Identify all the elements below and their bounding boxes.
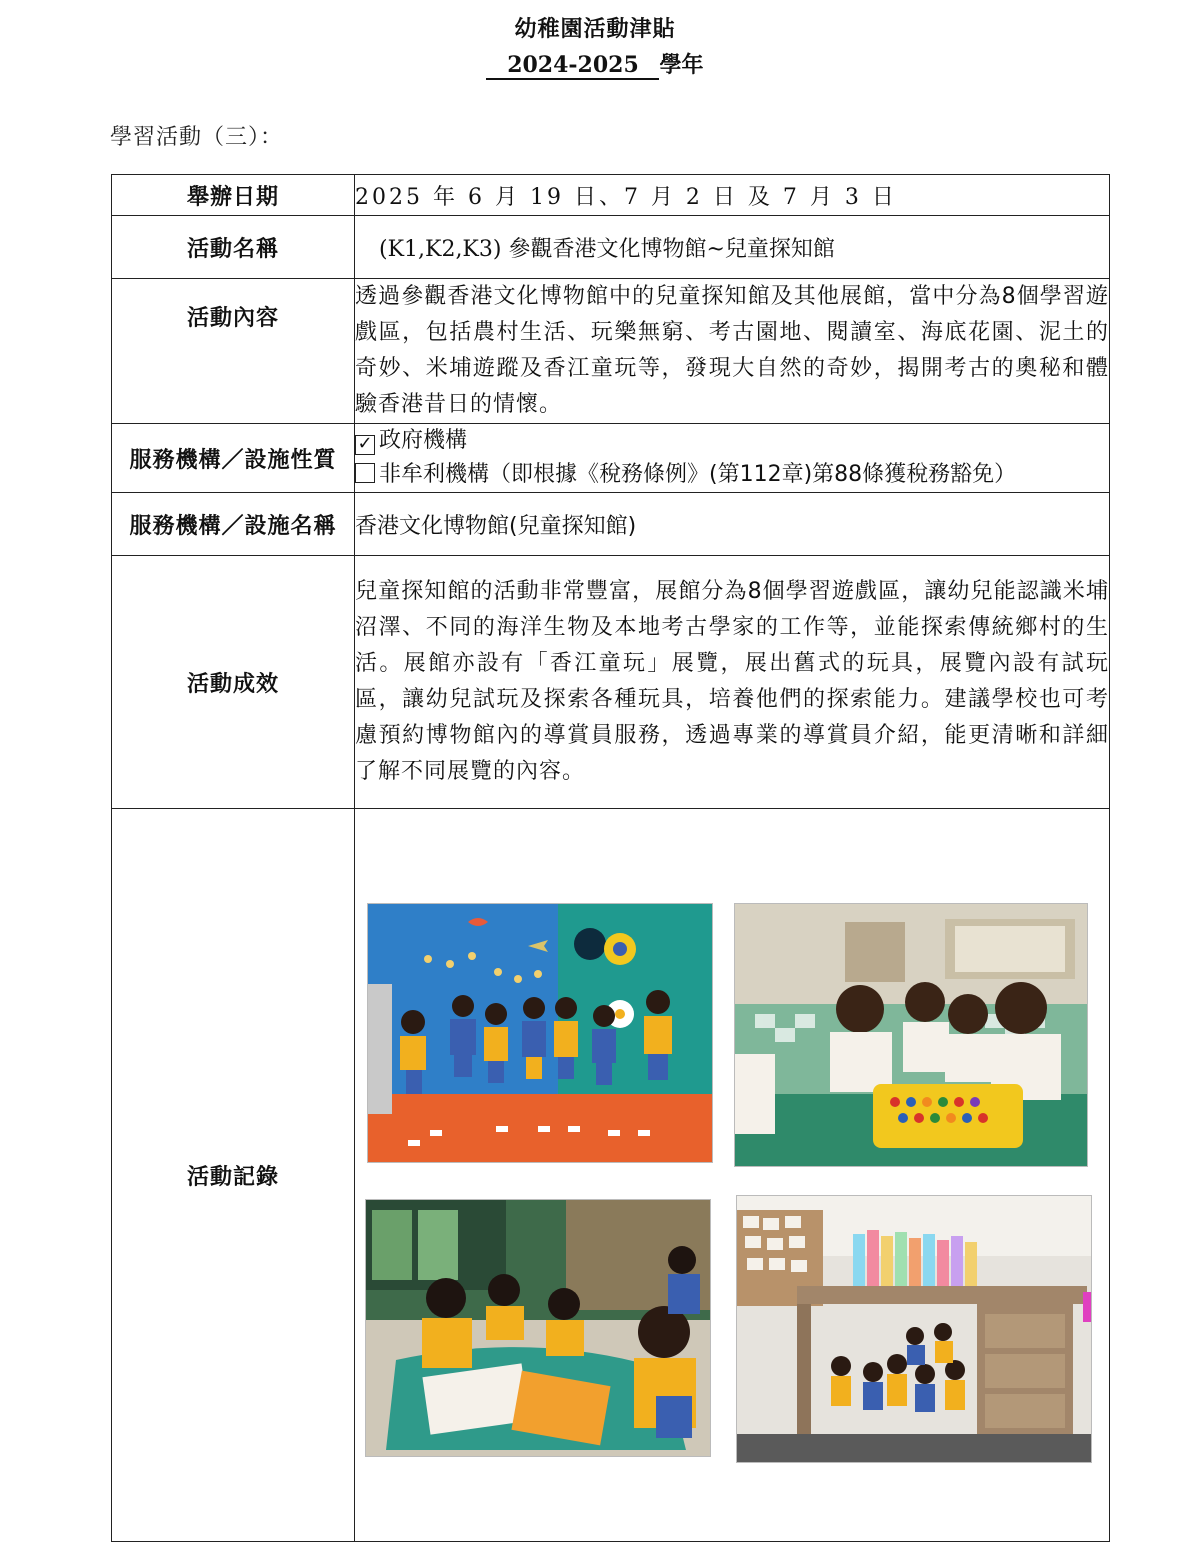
row-name [112, 216, 1110, 279]
photo-area [355, 809, 1109, 1541]
row-date [112, 175, 1110, 216]
value-name: (K1,K2,K3) 參觀香港文化博物館~兒童探知館 [355, 216, 1110, 279]
photo-children-ocean-wall-image [368, 904, 712, 1162]
label-record: 活動記錄 [112, 809, 355, 1542]
value-outcome-cell [355, 556, 1110, 809]
checkbox-nonprofit-unchecked[interactable] [355, 463, 375, 483]
value-content-cell [355, 279, 1110, 424]
option-government [355, 424, 1109, 458]
photo-children-toy-table [734, 903, 1088, 1167]
school-year-line [0, 48, 1190, 80]
school-year-suffix: 學年 [659, 52, 704, 78]
option-nonprofit [355, 458, 1109, 492]
photo-children-under-desk-image [737, 1196, 1091, 1462]
activity-form-table [111, 174, 1110, 1542]
label-date: 舉辦日期 [112, 175, 355, 216]
value-nature [355, 424, 1110, 493]
label-name: 活動名稱 [112, 216, 355, 279]
option-government-label: 政府機構 [379, 428, 468, 453]
value-date: 2025 年 6 月 19 日、7 月 2 日 及 7 月 3 日 [355, 175, 1110, 216]
section-label: 學習活動（三）： [110, 125, 284, 150]
row-content [112, 279, 1110, 424]
label-facility: 服務機構／設施名稱 [112, 493, 355, 556]
row-nature [112, 424, 1110, 493]
label-content: 活動內容 [112, 279, 355, 424]
row-outcome [112, 556, 1110, 809]
option-nonprofit-label: 非牟利機構（即根據《稅務條例》(第112章)第88條獲稅務豁免） [379, 462, 1017, 487]
photo-children-under-desk [736, 1195, 1092, 1463]
row-facility [112, 493, 1110, 556]
record-photos-cell [355, 809, 1110, 1542]
value-content: 透過參觀香港文化博物館中的兒童探知館及其他展館，當中分為8個學習遊戲區，包括農村生活、玩樂無窮、考古園地、閱讀室、海底花園、泥土的奇妙、米埔遊蹤及香江童玩等，發現大自然的奇妙，揭開考古的奧秘和體驗香港昔日的情懷。 [355, 284, 1109, 417]
row-record [112, 809, 1110, 1542]
photo-children-worksheets [365, 1199, 711, 1457]
school-year: 2024-2025 [486, 52, 659, 80]
value-facility: 香港文化博物館(兒童探知館) [355, 493, 1110, 556]
checkbox-government-checked[interactable]: ✓ [355, 435, 375, 455]
document-title: 幼稚園活動津貼 [514, 16, 676, 42]
photo-children-toy-table-image [735, 904, 1087, 1166]
photo-children-ocean-wall [367, 903, 713, 1163]
label-outcome: 活動成效 [112, 556, 355, 809]
photo-children-worksheets-image [366, 1200, 710, 1456]
value-outcome: 兒童探知館的活動非常豐富，展館分為8個學習遊戲區，讓幼兒能認識米埔沼澤、不同的海洋生物及本地考古學家的工作等，並能探索傳統鄉村的生活。展館亦設有「香江童玩」展覽，展出舊式的玩具，展覽內設有試玩區，讓幼兒試玩及探索各種玩具，培養他們的探索能力。建議學校也可考慮預約博物館內的導賞員服務，透過專業的導賞員介紹，能更清晰和詳細了解不同展覽的內容。 [355, 579, 1109, 784]
label-nature: 服務機構／設施性質 [112, 424, 355, 493]
